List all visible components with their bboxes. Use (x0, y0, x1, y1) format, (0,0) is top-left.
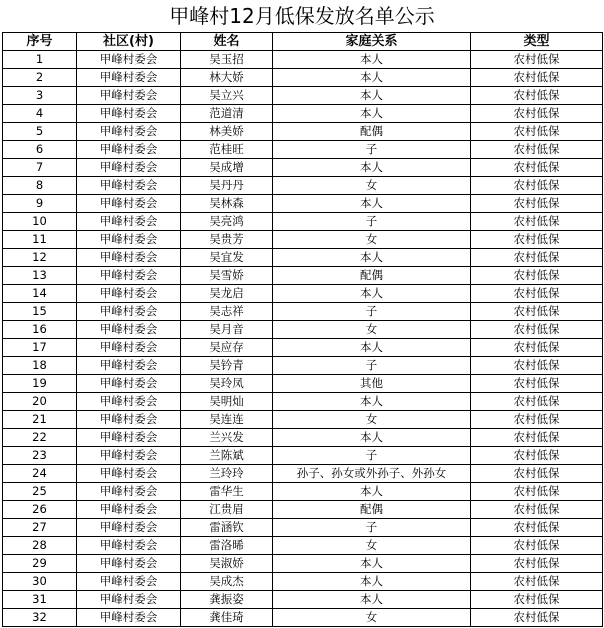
cell-village: 甲峰村委会 (77, 249, 181, 267)
cell-name: 江贵眉 (181, 501, 273, 519)
table-row (3, 141, 603, 159)
cell-village: 甲峰村委会 (77, 141, 181, 159)
cell-name: 龚振姿 (181, 591, 273, 609)
cell-relation: 配偶 (273, 501, 471, 519)
cell-relation: 女 (273, 231, 471, 249)
cell-index: 7 (3, 159, 77, 177)
cell-index: 29 (3, 555, 77, 573)
cell-village: 甲峰村委会 (77, 177, 181, 195)
cell-index: 5 (3, 123, 77, 141)
table-row (3, 339, 603, 357)
cell-index: 32 (3, 609, 77, 627)
table-row (3, 51, 603, 69)
cell-index: 13 (3, 267, 77, 285)
cell-type: 农村低保 (471, 411, 603, 429)
cell-village: 甲峰村委会 (77, 105, 181, 123)
cell-index: 4 (3, 105, 77, 123)
cell-index: 22 (3, 429, 77, 447)
cell-relation: 女 (273, 609, 471, 627)
cell-relation: 本人 (273, 249, 471, 267)
cell-name: 吴连连 (181, 411, 273, 429)
table-row (3, 609, 603, 627)
cell-name: 雷涵钦 (181, 519, 273, 537)
cell-village: 甲峰村委会 (77, 609, 181, 627)
cell-relation: 本人 (273, 339, 471, 357)
cell-village: 甲峰村委会 (77, 393, 181, 411)
cell-relation: 本人 (273, 591, 471, 609)
cell-index: 28 (3, 537, 77, 555)
cell-name: 吴钤青 (181, 357, 273, 375)
cell-relation: 子 (273, 519, 471, 537)
cell-name: 林美娇 (181, 123, 273, 141)
table-row (3, 591, 603, 609)
cell-type: 农村低保 (471, 447, 603, 465)
cell-type: 农村低保 (471, 573, 603, 591)
cell-name: 吴丹丹 (181, 177, 273, 195)
cell-village: 甲峰村委会 (77, 267, 181, 285)
table-row (3, 267, 603, 285)
cell-index: 26 (3, 501, 77, 519)
cell-relation: 女 (273, 177, 471, 195)
table-row (3, 411, 603, 429)
cell-name: 兰陈斌 (181, 447, 273, 465)
cell-index: 23 (3, 447, 77, 465)
cell-village: 甲峰村委会 (77, 231, 181, 249)
cell-village: 甲峰村委会 (77, 465, 181, 483)
cell-type: 农村低保 (471, 69, 603, 87)
table-body (3, 51, 603, 627)
table-row (3, 357, 603, 375)
cell-type: 农村低保 (471, 591, 603, 609)
table-row (3, 519, 603, 537)
cell-name: 吴贵芳 (181, 231, 273, 249)
table-row (3, 123, 603, 141)
cell-type: 农村低保 (471, 195, 603, 213)
table-row (3, 465, 603, 483)
table-row (3, 375, 603, 393)
cell-village: 甲峰村委会 (77, 69, 181, 87)
cell-type: 农村低保 (471, 87, 603, 105)
cell-village: 甲峰村委会 (77, 411, 181, 429)
cell-index: 24 (3, 465, 77, 483)
cell-name: 吴成增 (181, 159, 273, 177)
cell-index: 8 (3, 177, 77, 195)
cell-index: 19 (3, 375, 77, 393)
cell-index: 1 (3, 51, 77, 69)
header-type: 类型 (471, 33, 603, 51)
cell-type: 农村低保 (471, 519, 603, 537)
cell-type: 农村低保 (471, 339, 603, 357)
table-row (3, 321, 603, 339)
cell-relation: 子 (273, 447, 471, 465)
cell-type: 农村低保 (471, 321, 603, 339)
cell-relation: 本人 (273, 87, 471, 105)
cell-index: 3 (3, 87, 77, 105)
cell-type: 农村低保 (471, 141, 603, 159)
table-row (3, 213, 603, 231)
cell-type: 农村低保 (471, 105, 603, 123)
cell-name: 吴成杰 (181, 573, 273, 591)
cell-name: 雷洛晞 (181, 537, 273, 555)
cell-name: 吴林森 (181, 195, 273, 213)
cell-name: 吴明灿 (181, 393, 273, 411)
cell-village: 甲峰村委会 (77, 375, 181, 393)
cell-village: 甲峰村委会 (77, 285, 181, 303)
cell-name: 范道清 (181, 105, 273, 123)
cell-type: 农村低保 (471, 51, 603, 69)
cell-village: 甲峰村委会 (77, 51, 181, 69)
cell-village: 甲峰村委会 (77, 123, 181, 141)
cell-index: 31 (3, 591, 77, 609)
cell-name: 吴月音 (181, 321, 273, 339)
cell-index: 27 (3, 519, 77, 537)
subsistence-allowance-table (2, 32, 603, 627)
cell-name: 吴应存 (181, 339, 273, 357)
table-row (3, 249, 603, 267)
cell-type: 农村低保 (471, 267, 603, 285)
cell-relation: 本人 (273, 105, 471, 123)
cell-relation: 本人 (273, 429, 471, 447)
cell-index: 25 (3, 483, 77, 501)
cell-name: 吴玲凤 (181, 375, 273, 393)
cell-type: 农村低保 (471, 555, 603, 573)
header-relation: 家庭关系 (273, 33, 471, 51)
cell-relation: 配偶 (273, 267, 471, 285)
table-row (3, 231, 603, 249)
cell-village: 甲峰村委会 (77, 87, 181, 105)
cell-type: 农村低保 (471, 159, 603, 177)
table-row (3, 87, 603, 105)
cell-type: 农村低保 (471, 609, 603, 627)
cell-relation: 子 (273, 141, 471, 159)
cell-name: 林大娇 (181, 69, 273, 87)
cell-type: 农村低保 (471, 213, 603, 231)
cell-type: 农村低保 (471, 375, 603, 393)
cell-name: 吴淑娇 (181, 555, 273, 573)
cell-relation: 本人 (273, 51, 471, 69)
cell-type: 农村低保 (471, 393, 603, 411)
table-row (3, 447, 603, 465)
table-row (3, 105, 603, 123)
table-row (3, 555, 603, 573)
cell-name: 范桂旺 (181, 141, 273, 159)
table-row (3, 393, 603, 411)
cell-village: 甲峰村委会 (77, 501, 181, 519)
cell-name: 吴雪娇 (181, 267, 273, 285)
cell-village: 甲峰村委会 (77, 339, 181, 357)
cell-village: 甲峰村委会 (77, 213, 181, 231)
cell-name: 兰兴发 (181, 429, 273, 447)
cell-relation: 子 (273, 357, 471, 375)
cell-village: 甲峰村委会 (77, 591, 181, 609)
cell-village: 甲峰村委会 (77, 519, 181, 537)
cell-type: 农村低保 (471, 537, 603, 555)
cell-village: 甲峰村委会 (77, 573, 181, 591)
table-row (3, 69, 603, 87)
cell-relation: 本人 (273, 573, 471, 591)
cell-index: 17 (3, 339, 77, 357)
cell-name: 兰玲玲 (181, 465, 273, 483)
cell-index: 15 (3, 303, 77, 321)
cell-name: 吴龙启 (181, 285, 273, 303)
table-row (3, 483, 603, 501)
cell-type: 农村低保 (471, 357, 603, 375)
header-name: 姓名 (181, 33, 273, 51)
header-village: 社区(村) (77, 33, 181, 51)
cell-relation: 本人 (273, 195, 471, 213)
cell-type: 农村低保 (471, 177, 603, 195)
table-row (3, 429, 603, 447)
cell-relation: 本人 (273, 159, 471, 177)
cell-village: 甲峰村委会 (77, 537, 181, 555)
cell-village: 甲峰村委会 (77, 555, 181, 573)
cell-relation: 子 (273, 213, 471, 231)
cell-index: 12 (3, 249, 77, 267)
cell-name: 吴立兴 (181, 87, 273, 105)
cell-name: 雷华生 (181, 483, 273, 501)
table-row (3, 177, 603, 195)
cell-village: 甲峰村委会 (77, 447, 181, 465)
table-row (3, 159, 603, 177)
cell-index: 6 (3, 141, 77, 159)
cell-relation: 女 (273, 537, 471, 555)
cell-type: 农村低保 (471, 465, 603, 483)
cell-village: 甲峰村委会 (77, 357, 181, 375)
cell-type: 农村低保 (471, 285, 603, 303)
cell-relation: 女 (273, 411, 471, 429)
cell-village: 甲峰村委会 (77, 195, 181, 213)
cell-name: 龚佳琦 (181, 609, 273, 627)
cell-index: 20 (3, 393, 77, 411)
table-row (3, 501, 603, 519)
cell-relation: 本人 (273, 555, 471, 573)
cell-relation: 本人 (273, 285, 471, 303)
cell-index: 21 (3, 411, 77, 429)
cell-type: 农村低保 (471, 123, 603, 141)
cell-index: 30 (3, 573, 77, 591)
cell-relation: 孙子、孙女或外孙子、外孙女 (273, 465, 471, 483)
page-title: 甲峰村12月低保发放名单公示 (169, 4, 435, 28)
cell-index: 10 (3, 213, 77, 231)
cell-relation: 配偶 (273, 123, 471, 141)
cell-name: 吴宜发 (181, 249, 273, 267)
table-row (3, 195, 603, 213)
cell-village: 甲峰村委会 (77, 429, 181, 447)
table-row (3, 573, 603, 591)
cell-relation: 女 (273, 321, 471, 339)
cell-index: 11 (3, 231, 77, 249)
cell-relation: 本人 (273, 393, 471, 411)
cell-village: 甲峰村委会 (77, 303, 181, 321)
cell-relation: 本人 (273, 483, 471, 501)
cell-village: 甲峰村委会 (77, 321, 181, 339)
header-index: 序号 (3, 33, 77, 51)
table-row (3, 537, 603, 555)
cell-type: 农村低保 (471, 483, 603, 501)
table-header-row (3, 33, 603, 51)
cell-name: 吴玉招 (181, 51, 273, 69)
table-row (3, 285, 603, 303)
cell-village: 甲峰村委会 (77, 159, 181, 177)
cell-index: 18 (3, 357, 77, 375)
cell-village: 甲峰村委会 (77, 483, 181, 501)
cell-type: 农村低保 (471, 249, 603, 267)
table-row (3, 303, 603, 321)
cell-name: 吴志祥 (181, 303, 273, 321)
cell-relation: 其他 (273, 375, 471, 393)
cell-relation: 子 (273, 303, 471, 321)
cell-index: 2 (3, 69, 77, 87)
cell-index: 14 (3, 285, 77, 303)
cell-type: 农村低保 (471, 303, 603, 321)
cell-name: 吴亮鸿 (181, 213, 273, 231)
cell-relation: 本人 (273, 69, 471, 87)
cell-type: 农村低保 (471, 429, 603, 447)
cell-index: 9 (3, 195, 77, 213)
cell-type: 农村低保 (471, 501, 603, 519)
cell-type: 农村低保 (471, 231, 603, 249)
cell-index: 16 (3, 321, 77, 339)
